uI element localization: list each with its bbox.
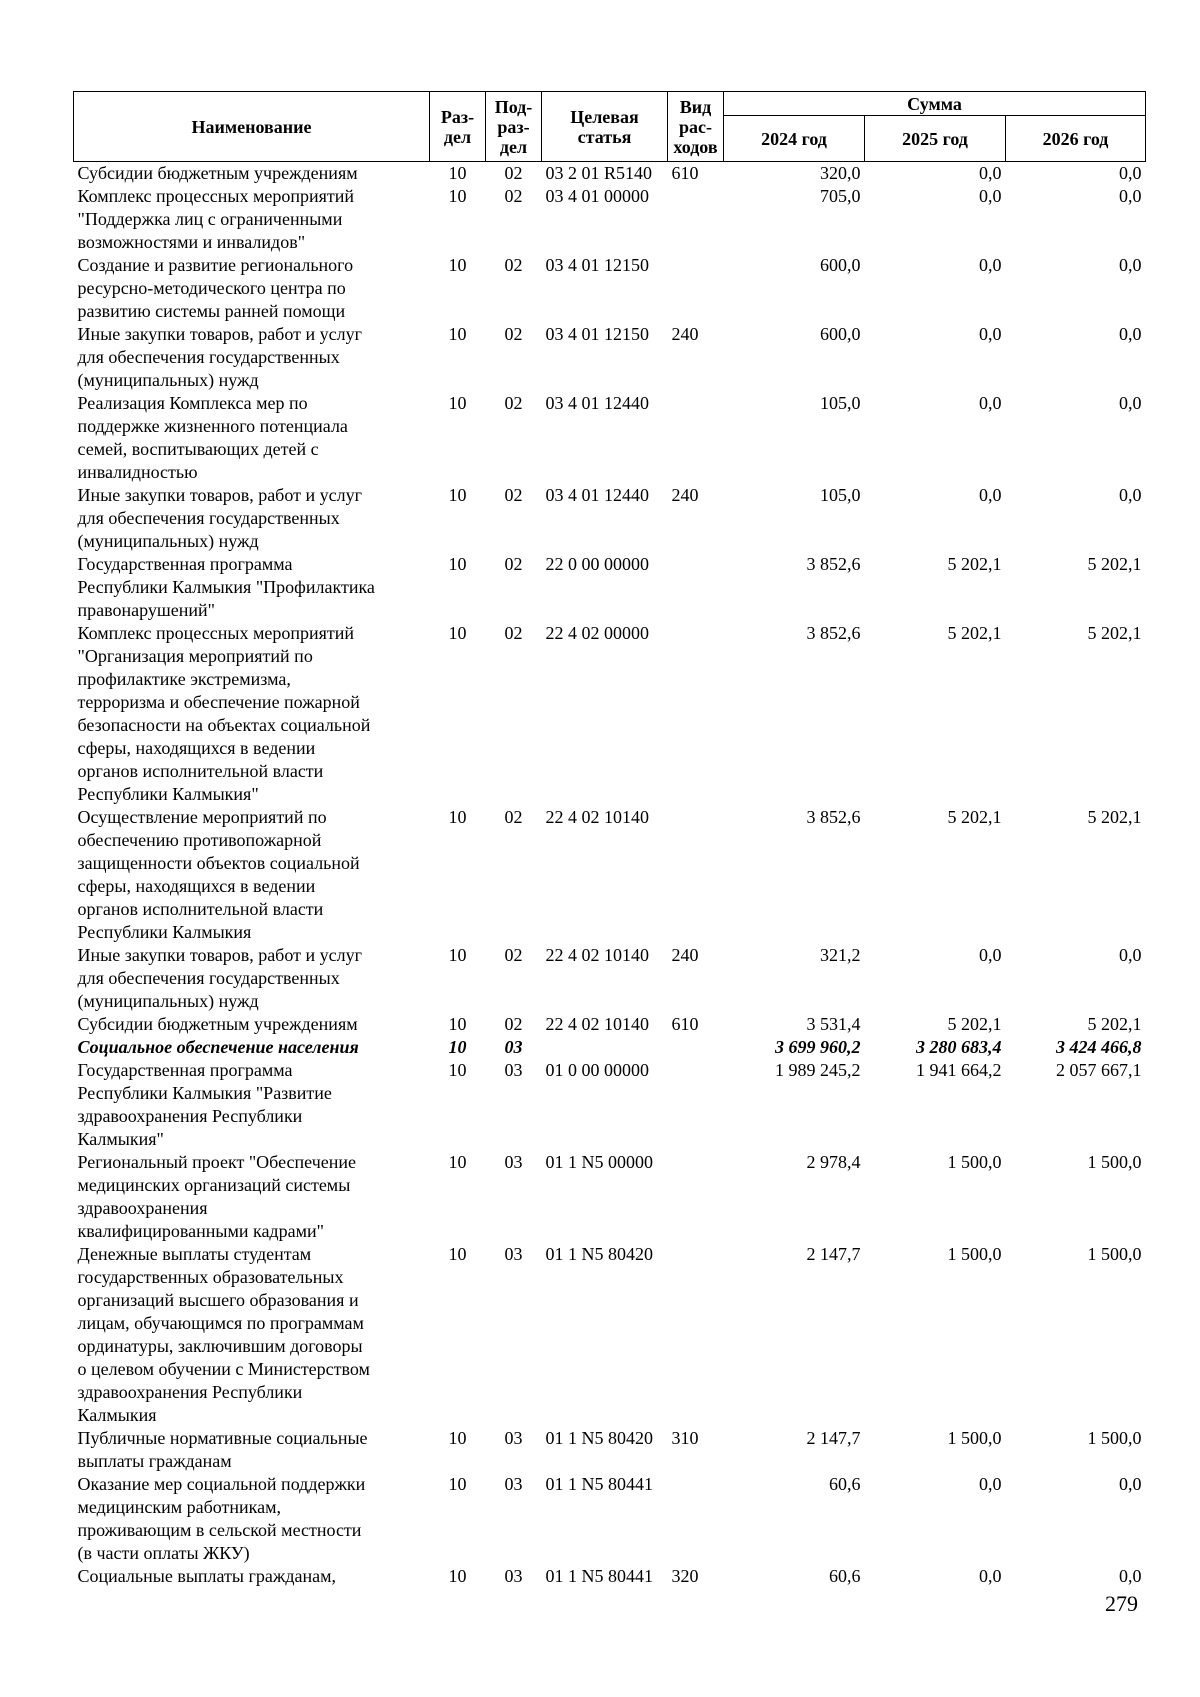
row-name: Иные закупки товаров, работ и услуг для обеспечения государственных (муниципальных) нужд — [77, 485, 362, 551]
row-celevaya-statya: 03 4 01 00000 — [545, 186, 649, 206]
row-podrazdel: 02 — [504, 393, 523, 413]
row-podrazdel: 03 — [504, 1474, 523, 1494]
row-vid-rashodov — [668, 1473, 724, 1565]
row-podrazdel: 02 — [504, 324, 523, 344]
row-podrazdel: 02 — [504, 255, 523, 275]
row-sum-2025: 0,0 — [979, 1566, 1002, 1586]
table-row — [74, 1151, 1146, 1243]
row-sum-2025: 1 500,0 — [947, 1244, 1002, 1264]
header-year-2024: 2024 год — [724, 116, 865, 162]
table-row — [74, 1565, 1146, 1588]
row-celevaya-statya: 01 1 N5 80441 — [545, 1474, 653, 1494]
row-sum-2025: 0,0 — [979, 1474, 1002, 1494]
row-celevaya-statya: 22 4 02 10140 — [545, 1014, 649, 1034]
row-razdel: 10 — [448, 485, 467, 505]
row-podrazdel: 02 — [504, 945, 523, 965]
budget-table — [73, 91, 1146, 1588]
row-name: Субсидии бюджетным учреждениям — [77, 163, 358, 183]
row-vid-rashodov: 610 — [671, 163, 699, 183]
row-vid-rashodov — [668, 1243, 724, 1427]
row-razdel: 10 — [448, 255, 467, 275]
row-podrazdel: 03 — [504, 1037, 523, 1057]
row-sum-2024: 1 989 245,2 — [775, 1060, 861, 1080]
table-row — [74, 1243, 1146, 1427]
row-name: Социальные выплаты гражданам, — [77, 1566, 336, 1586]
row-podrazdel: 02 — [504, 623, 523, 643]
row-sum-2025: 5 202,1 — [947, 554, 1002, 574]
row-sum-2024: 2 147,7 — [806, 1428, 861, 1448]
row-sum-2025: 1 500,0 — [947, 1152, 1002, 1172]
table-row — [74, 323, 1146, 392]
row-sum-2025: 0,0 — [979, 324, 1002, 344]
row-podrazdel: 03 — [504, 1244, 523, 1264]
row-sum-2026: 0,0 — [1119, 1566, 1142, 1586]
row-sum-2026: 2 057 667,1 — [1056, 1060, 1142, 1080]
row-razdel: 10 — [448, 1244, 467, 1264]
row-sum-2024: 321,2 — [820, 945, 861, 965]
row-razdel: 10 — [448, 1037, 467, 1057]
row-razdel: 10 — [448, 1566, 467, 1586]
row-razdel: 10 — [448, 163, 467, 183]
row-vid-rashodov: 320 — [671, 1566, 699, 1586]
table-row — [74, 392, 1146, 484]
row-podrazdel: 03 — [504, 1566, 523, 1586]
row-sum-2024: 600,0 — [820, 324, 861, 344]
row-celevaya-statya: 22 0 00 00000 — [545, 554, 649, 574]
table-row — [74, 254, 1146, 323]
row-name: Иные закупки товаров, работ и услуг для обеспечения государственных (муниципальных) нужд — [77, 945, 362, 1011]
row-sum-2024: 3 852,6 — [806, 623, 861, 643]
row-vid-rashodov: 610 — [671, 1014, 699, 1034]
row-podrazdel: 02 — [504, 554, 523, 574]
table-row — [74, 944, 1146, 1013]
row-razdel: 10 — [448, 623, 467, 643]
row-sum-2026: 5 202,1 — [1087, 807, 1142, 827]
row-name: Государственная программа Республики Калмыкия "Развитие здравоохранения Республики Калмыкия" — [77, 1060, 332, 1149]
row-sum-2024: 105,0 — [820, 485, 861, 505]
row-vid-rashodov — [668, 1059, 724, 1151]
header-vid-rashodov: Вид рас- ходов — [668, 92, 724, 162]
row-celevaya-statya: 03 4 01 12150 — [545, 255, 649, 275]
row-sum-2024: 3 699 960,2 — [775, 1037, 861, 1057]
row-vid-rashodov: 240 — [671, 485, 699, 505]
row-sum-2025: 0,0 — [979, 255, 1002, 275]
row-vid-rashodov: 240 — [671, 945, 699, 965]
row-vid-rashodov: 240 — [671, 324, 699, 344]
header-podrazdel: Под- раз- дел — [486, 92, 542, 162]
row-name: Создание и развитие регионального ресурсно-методического центра по развитию системы ранней помощи — [77, 255, 354, 321]
row-vid-rashodov — [668, 806, 724, 944]
row-sum-2026: 0,0 — [1119, 485, 1142, 505]
row-razdel: 10 — [448, 1014, 467, 1034]
row-vid-rashodov: 310 — [671, 1428, 699, 1448]
row-vid-rashodov — [668, 185, 724, 254]
row-razdel: 10 — [448, 554, 467, 574]
row-podrazdel: 02 — [504, 485, 523, 505]
header-name: Наименование — [74, 92, 430, 162]
header-year-2026: 2026 год — [1006, 116, 1146, 162]
row-sum-2026: 1 500,0 — [1087, 1244, 1142, 1264]
row-name: Комплекс процессных мероприятий "Организация мероприятий по профилактике экстремизма, терроризма и обеспечение пожарной безопасности на объектах социальной сферы, находящихся в ведении органов исполнительной власти Республики Калмыкия" — [77, 623, 371, 804]
row-razdel: 10 — [448, 186, 467, 206]
table-row — [74, 1013, 1146, 1036]
row-podrazdel: 03 — [504, 1428, 523, 1448]
row-sum-2024: 600,0 — [820, 255, 861, 275]
row-sum-2026: 0,0 — [1119, 255, 1142, 275]
row-razdel: 10 — [448, 324, 467, 344]
row-sum-2025: 5 202,1 — [947, 623, 1002, 643]
row-vid-rashodov — [668, 553, 724, 622]
row-podrazdel: 03 — [504, 1152, 523, 1172]
row-podrazdel: 02 — [504, 186, 523, 206]
row-celevaya-statya: 03 4 01 12440 — [545, 393, 649, 413]
row-celevaya-statya: 03 2 01 R5140 — [545, 163, 653, 183]
row-sum-2025: 0,0 — [979, 163, 1002, 183]
row-sum-2026: 0,0 — [1119, 163, 1142, 183]
row-celevaya-statya: 01 0 00 00000 — [545, 1060, 649, 1080]
row-sum-2026: 0,0 — [1119, 186, 1142, 206]
table-row — [74, 806, 1146, 944]
row-sum-2024: 105,0 — [820, 393, 861, 413]
row-sum-2026: 1 500,0 — [1087, 1152, 1142, 1172]
row-podrazdel: 02 — [504, 163, 523, 183]
table-row — [74, 622, 1146, 806]
table-row — [74, 1059, 1146, 1151]
row-vid-rashodov — [668, 1036, 724, 1059]
table-row — [74, 553, 1146, 622]
row-sum-2026: 5 202,1 — [1087, 1014, 1142, 1034]
row-sum-2024: 320,0 — [820, 163, 861, 183]
row-sum-2025: 3 280 683,4 — [916, 1037, 1002, 1057]
row-sum-2025: 5 202,1 — [947, 1014, 1002, 1034]
row-sum-2024: 3 852,6 — [806, 807, 861, 827]
row-podrazdel: 02 — [504, 807, 523, 827]
row-name: Субсидии бюджетным учреждениям — [77, 1014, 358, 1034]
row-sum-2026: 3 424 466,8 — [1056, 1037, 1142, 1057]
row-celevaya-statya — [542, 1036, 668, 1059]
header-celevaya-statya: Целевая статья — [542, 92, 668, 162]
row-sum-2026: 5 202,1 — [1087, 623, 1142, 643]
row-celevaya-statya: 01 1 N5 80420 — [545, 1244, 653, 1264]
row-name: Публичные нормативные социальные выплаты гражданам — [77, 1428, 368, 1471]
row-sum-2024: 2 147,7 — [806, 1244, 861, 1264]
row-podrazdel: 03 — [504, 1060, 523, 1080]
table-body — [74, 162, 1146, 1589]
row-name: Оказание мер социальной поддержки медицинским работникам, проживающим в сельской местности (в части оплаты ЖКУ) — [77, 1474, 366, 1563]
row-sum-2026: 1 500,0 — [1087, 1428, 1142, 1448]
row-sum-2025: 5 202,1 — [947, 807, 1002, 827]
row-name: Региональный проект "Обеспечение медицинских организаций системы здравоохранения квалифицированными кадрами" — [77, 1152, 356, 1241]
row-name: Денежные выплаты студентам государственных образовательных организаций высшего образования и лицам, обучающимся по программам ординатуры, заключившим договоры о целевом обучении с Министерством здравоохранения Республики Калмыкия — [77, 1244, 370, 1425]
row-razdel: 10 — [448, 1060, 467, 1080]
row-name: Осуществление мероприятий по обеспечению противопожарной защищенности объектов социальной сферы, находящихся в ведении органов исполнительной власти Республики Калмыкия — [77, 807, 360, 942]
table-row — [74, 162, 1146, 186]
row-sum-2026: 0,0 — [1119, 393, 1142, 413]
row-celevaya-statya: 22 4 02 00000 — [545, 623, 649, 643]
row-name: Социальное обеспечение населения — [77, 1037, 359, 1057]
document-page — [73, 91, 1145, 1588]
table-row — [74, 185, 1146, 254]
row-name: Реализация Комплекса мер по поддержке жизненного потенциала семей, воспитывающих детей с инвалидностью — [77, 393, 348, 482]
row-celevaya-statya: 22 4 02 10140 — [545, 807, 649, 827]
row-sum-2024: 3 531,4 — [806, 1014, 861, 1034]
row-razdel: 10 — [448, 1152, 467, 1172]
row-razdel: 10 — [448, 393, 467, 413]
table-row — [74, 1473, 1146, 1565]
header-year-2025: 2025 год — [865, 116, 1006, 162]
row-podrazdel: 02 — [504, 1014, 523, 1034]
header-razdel: Раз- дел — [430, 92, 486, 162]
table-row — [74, 1427, 1146, 1473]
header-summa: Сумма — [724, 92, 1146, 116]
row-vid-rashodov — [668, 392, 724, 484]
row-sum-2024: 2 978,4 — [806, 1152, 861, 1172]
table-row — [74, 1036, 1146, 1059]
row-sum-2026: 0,0 — [1119, 945, 1142, 965]
table-header — [74, 92, 1146, 162]
row-sum-2025: 0,0 — [979, 186, 1002, 206]
row-celevaya-statya: 03 4 01 12150 — [545, 324, 649, 344]
row-sum-2024: 60,6 — [829, 1566, 861, 1586]
row-sum-2024: 60,6 — [829, 1474, 861, 1494]
row-sum-2025: 0,0 — [979, 393, 1002, 413]
row-sum-2026: 0,0 — [1119, 1474, 1142, 1494]
row-name: Иные закупки товаров, работ и услуг для обеспечения государственных (муниципальных) нужд — [77, 324, 362, 390]
row-vid-rashodov — [668, 622, 724, 806]
row-name: Комплекс процессных мероприятий "Поддержка лиц с ограниченными возможностями и инвалидов" — [77, 186, 355, 252]
row-sum-2025: 1 941 664,2 — [916, 1060, 1002, 1080]
row-razdel: 10 — [448, 1474, 467, 1494]
row-celevaya-statya: 01 1 N5 80441 — [545, 1566, 653, 1586]
row-vid-rashodov — [668, 1151, 724, 1243]
row-razdel: 10 — [448, 807, 467, 827]
row-name: Государственная программа Республики Калмыкия "Профилактика правонарушений" — [77, 554, 375, 620]
table-row — [74, 484, 1146, 553]
row-razdel: 10 — [448, 945, 467, 965]
row-celevaya-statya: 03 4 01 12440 — [545, 485, 649, 505]
row-sum-2024: 705,0 — [820, 186, 861, 206]
row-sum-2026: 0,0 — [1119, 324, 1142, 344]
row-celevaya-statya: 22 4 02 10140 — [545, 945, 649, 965]
page-number: 279 — [1105, 1591, 1138, 1616]
row-sum-2024: 3 852,6 — [806, 554, 861, 574]
row-sum-2025: 1 500,0 — [947, 1428, 1002, 1448]
row-sum-2026: 5 202,1 — [1087, 554, 1142, 574]
row-celevaya-statya: 01 1 N5 00000 — [545, 1152, 653, 1172]
row-celevaya-statya: 01 1 N5 80420 — [545, 1428, 653, 1448]
row-sum-2025: 0,0 — [979, 945, 1002, 965]
row-razdel: 10 — [448, 1428, 467, 1448]
row-vid-rashodov — [668, 254, 724, 323]
row-sum-2025: 0,0 — [979, 485, 1002, 505]
